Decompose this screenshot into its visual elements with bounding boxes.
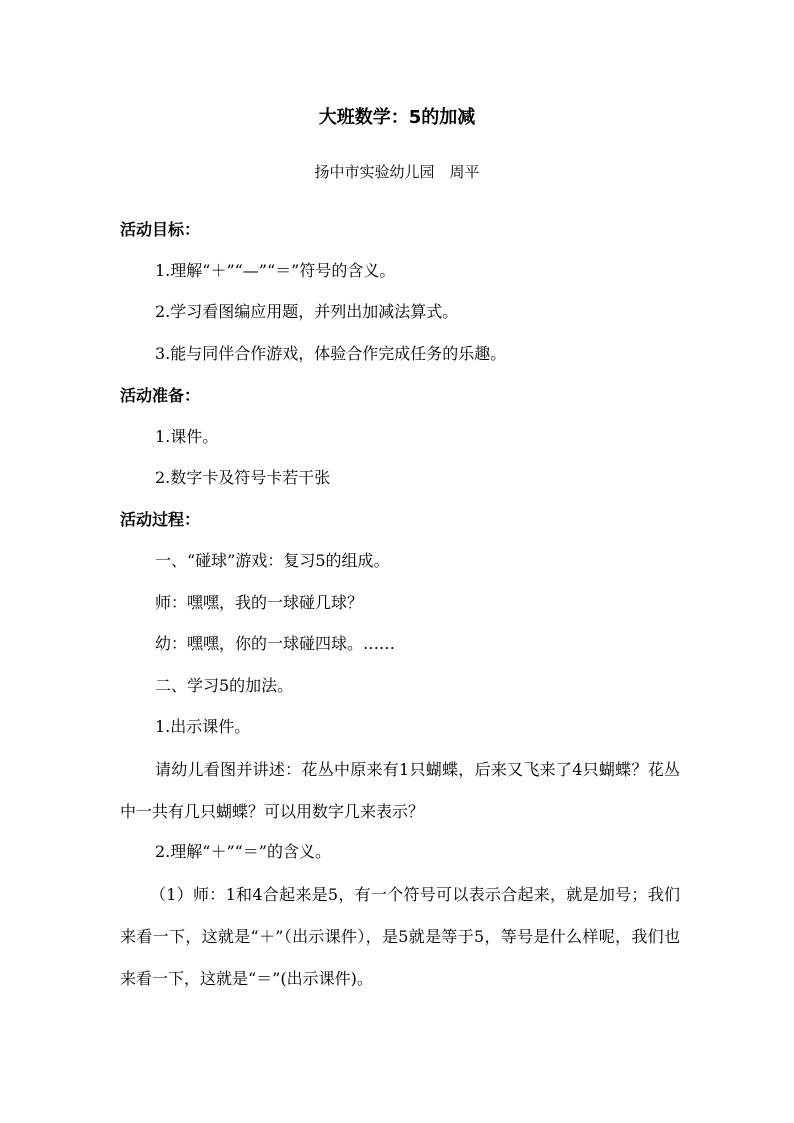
goals-heading: 活动目标： <box>120 220 201 239</box>
preparation-heading: 活动准备： <box>120 386 201 405</box>
goal-item-3: 3.能与同伴合作游戏，体验合作完成任务的乐趣。 <box>155 344 507 363</box>
process-line-2: 师：嘿嘿，我的一球碰几球？ <box>155 593 364 612</box>
process-paragraph-1: 请幼儿看图并讲述：花丛中原来有1只蝴蝶，后来又飞来了4只蝴蝶？花丛中一共有几只蝴蝶？可以用数字几来表示？ <box>120 760 680 821</box>
process-line-meaning: 2.理解“＋”“＝”的含义。 <box>155 842 331 861</box>
page-title: 大班数学：5的加减 <box>318 107 476 128</box>
preparation-item-1: 1.课件。 <box>155 427 219 446</box>
process-paragraph-2: （1）师：1和4合起来是5，有一个符号可以表示合起来，就是加号；我们来看一下，这就是“＋”（出示课件），是5就是等于5，等号是什么样呢，我们也来看一下，这就是“＝”(出示课件)。 <box>120 885 680 988</box>
goal-item-1: 1.理解“＋”“—”“＝”符号的含义。 <box>155 261 396 280</box>
goal-item-2: 2.学习看图编应用题，并列出加减法算式。 <box>155 302 459 321</box>
process-line-1: 一、“碰球”游戏：复习5的组成。 <box>155 551 390 570</box>
process-line-4: 二、学习5的加法。 <box>155 676 294 695</box>
preparation-item-2: 2.数字卡及符号卡若干张 <box>155 468 331 487</box>
author-line: 扬中市实验幼儿园 周平 <box>314 163 480 181</box>
process-line-5: 1.出示课件。 <box>155 717 251 736</box>
process-heading: 活动过程： <box>120 510 201 529</box>
process-line-3: 幼：嘿嘿，你的一球碰四球。…… <box>155 634 396 653</box>
